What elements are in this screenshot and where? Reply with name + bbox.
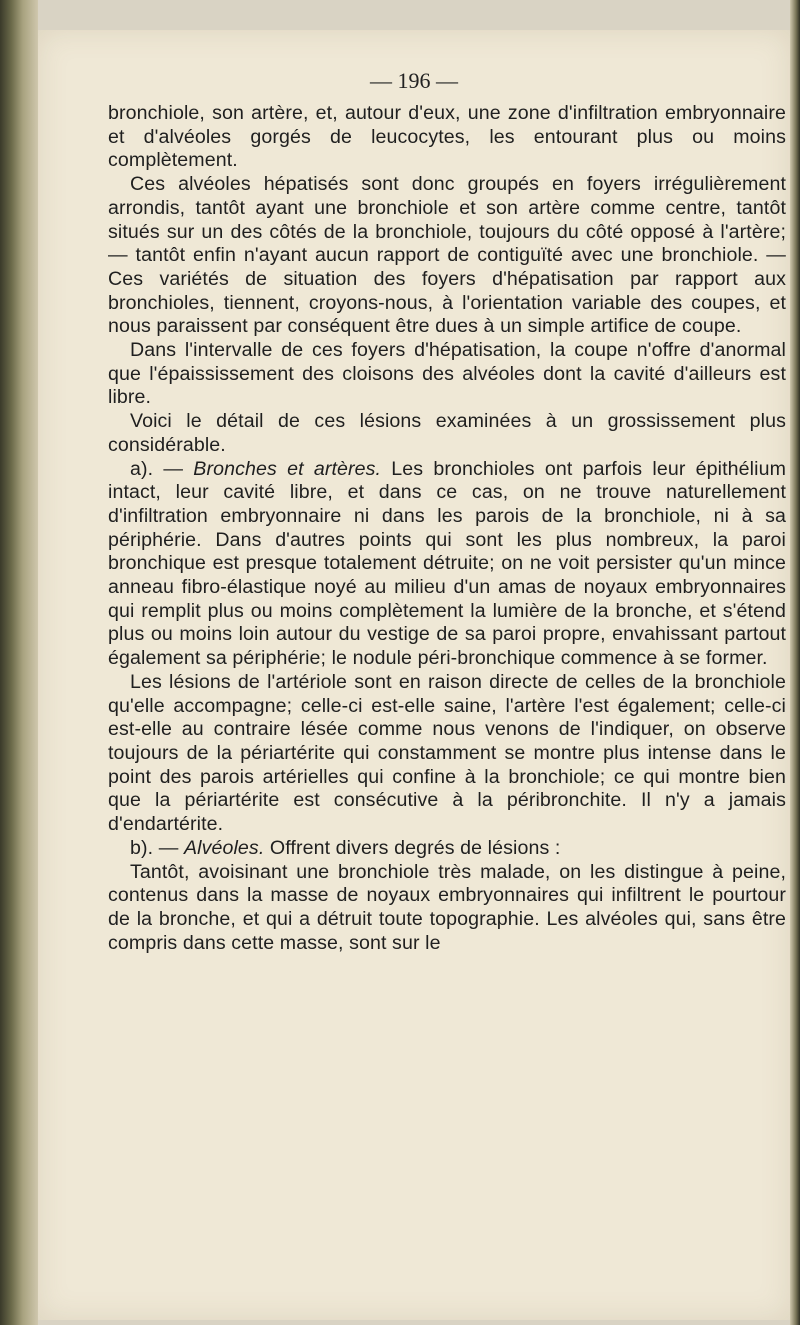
section-title-bronches: Bronches et artères. <box>193 457 382 480</box>
paragraph-4: Voici le détail de ces lésions examinées à un grossissement plus considérable. <box>108 410 786 456</box>
section-text-a: Les bronchioles ont parfois leur épithélium intact, leur cavité libre, et dans ce cas, on ne trouve naturellement d'infiltration embryonnaire ni dans les parois de la bronchiole, ni à sa périphérie. Dans d'autres points qui sont les plus nombreux, la paroi bronchique est presque totalement détruite; on ne voit persister qu'un mince anneau fibro-élastique noyé au milieu d'un amas de noyaux embryonnaires qui remplit plus ou moins complètement la lumière de la bronche, et s'étend plus ou moins loin autour du vestige de sa paroi propre, envahissant partout également sa périphérie; le nodule péri-bronchique commence à se former. <box>108 457 786 670</box>
section-title-alveoles: Alvéoles. <box>183 836 265 859</box>
paragraph-2: Ces alvéoles hépatisés sont donc groupés en foyers irrégulièrement arrondis, tantôt ayant une bronchiole et son artère comme centre, tantôt situés sur un des côtés de la bronchiole, toujours du côté opposé à l'artère; — tantôt enfin n'ayant aucun rapport de contiguïté avec une bronchiole. — Ces variétés de situation des foyers d'hépatisation par rapport aux bronchioles, tiennent, croyons-nous, à l'orientation variable des coupes, et nous paraissent par conséquent être dues à un simple artifice de coupe. <box>108 173 786 338</box>
paragraph-7 <box>108 837 786 861</box>
paragraph-8: Tantôt, avoisinant une bronchiole très malade, on les distingue à peine, contenus dans la masse de noyaux embryonnaires qui infiltrent le pourtour de la bronche, et qui a détruit toute topographie. Les alvéoles qui, sans être compris dans cette masse, sont sur le <box>108 860 786 954</box>
book-fore-edge <box>790 0 800 1325</box>
paragraph-3: Dans l'intervalle de ces foyers d'hépatisation, la coupe n'offre d'anormal que l'épaississement des cloisons des alvéoles dont la cavité d'ailleurs est libre. <box>108 339 786 409</box>
section-lead-b: b). — <box>130 836 184 859</box>
book-page <box>38 30 790 1320</box>
section-text-b: Offrent divers degrés de lésions : <box>264 836 561 859</box>
section-lead-a: a). — <box>130 457 194 480</box>
paragraph-1: bronchiole, son artère, et, autour d'eux, une zone d'infiltration embryonnaire et d'alvéoles gorgés de leucocytes, les entourant plus ou moins complètement. <box>108 102 786 172</box>
book-gutter-edge <box>0 0 38 1325</box>
body-text <box>108 102 786 955</box>
paragraph-5 <box>108 458 786 671</box>
paragraph-6: Les lésions de l'artériole sont en raison directe de celles de la bronchiole qu'elle accompagne; celle-ci est-elle saine, l'artère l'est également; celle-ci est-elle au contraire lésée comme nous venons de l'indiquer, on observe toujours de la périartérite qui constamment se montre plus intense dans le point des parois artérielles qui confine à la bronchiole; ce qui montre bien que la périartérite est consécutive à la péribronchite. Il n'y a jamais d'endartérite. <box>108 670 786 836</box>
page-number: — 196 — <box>370 68 458 93</box>
